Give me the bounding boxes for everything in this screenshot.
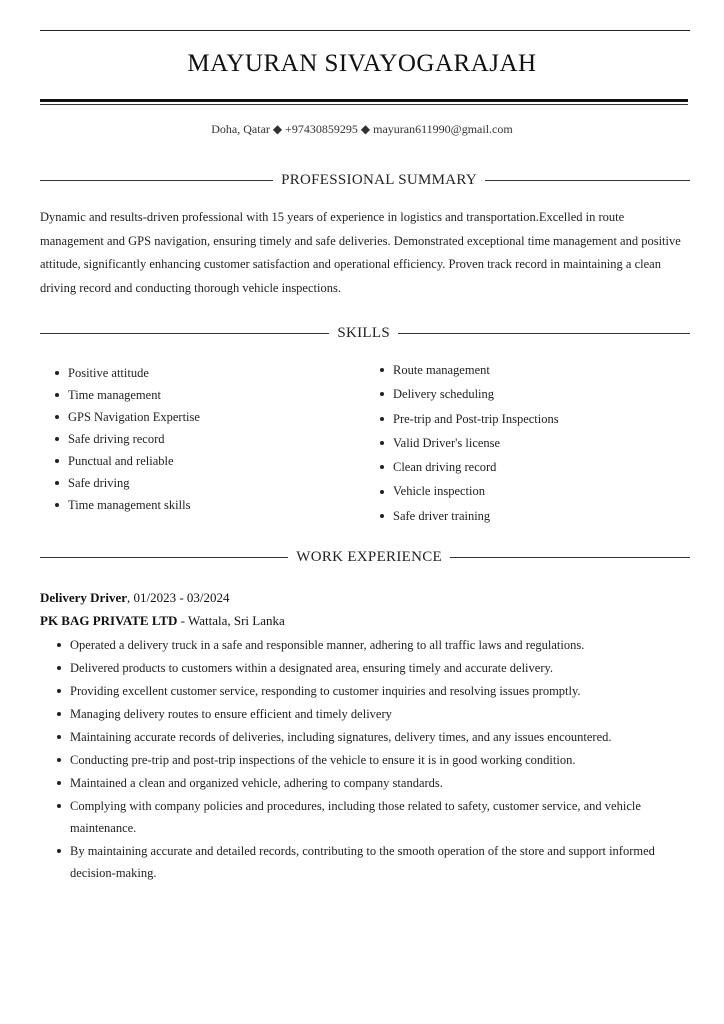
skills-list-left: [52, 362, 200, 516]
divider-line: [40, 333, 329, 334]
duty-item: Delivered products to customers within a designated area, ensuring timely and accurate delivery.: [40, 657, 692, 679]
divider-line: [40, 180, 273, 181]
divider-line: [450, 557, 690, 558]
top-divider: [40, 30, 690, 31]
job-dates: , 01/2023 - 03/2024: [126, 590, 230, 605]
skills-heading: SKILLS: [337, 325, 390, 341]
duty-item: Operated a delivery truck in a safe and responsible manner, adhering to all traffic laws and regulations.: [40, 634, 692, 656]
skill-item: Vehicle inspection: [377, 479, 559, 503]
company-line: [40, 613, 285, 629]
duty-item: Maintaining accurate records of deliveries, including signatures, delivery times, and any issues encountered.: [40, 726, 692, 748]
skill-item: Time management skills: [52, 494, 200, 516]
divider-line: [485, 180, 690, 181]
skill-item: Positive attitude: [52, 362, 200, 384]
skill-item: Safe driving record: [52, 428, 200, 450]
skill-item: Delivery scheduling: [377, 382, 559, 406]
skill-item: GPS Navigation Expertise: [52, 406, 200, 428]
divider-line: [40, 557, 288, 558]
skill-item: Route management: [377, 358, 559, 382]
summary-text: Dynamic and results-driven professional with 15 years of experience in logistics and transportation.Excelled in route management and GPS navigation, ensuring timely and safe deliveries. Demonstrated exceptional time management and positive attitude, significantly enhancing customer satisfaction and operational efficiency. Proven track record in maintaining a clean driving record and conducting thorough vehicle inspections.: [40, 210, 681, 295]
job-title: Delivery Driver: [40, 590, 127, 605]
experience-heading-row: [40, 549, 690, 566]
duty-item: Providing excellent customer service, responding to customer inquiries and resolving issues promptly.: [40, 680, 692, 702]
skills-list-right: [377, 358, 559, 528]
skill-item: Safe driver training: [377, 504, 559, 528]
skill-item: Safe driving: [52, 472, 200, 494]
company-name: PK BAG PRIVATE LTD: [40, 613, 178, 628]
job-duties-list: [40, 634, 692, 885]
experience-heading: WORK EXPERIENCE: [296, 549, 442, 565]
skill-item: Time management: [52, 384, 200, 406]
name-divider-thick: [40, 99, 688, 102]
skill-item: Punctual and reliable: [52, 450, 200, 472]
summary-heading-row: [40, 172, 690, 189]
name-divider-thin: [40, 104, 688, 105]
duty-item: Managing delivery routes to ensure efficient and timely delivery: [40, 703, 692, 725]
duty-item: Maintained a clean and organized vehicle, adhering to company standards.: [40, 772, 692, 794]
duty-item: Complying with company policies and procedures, including those related to safety, customer service, and vehicle maintenance.: [40, 795, 692, 839]
contact-line: Doha, Qatar ◆ +97430859295 ◆ mayuran611990@gmail.com: [211, 122, 513, 136]
job-title-line: [40, 590, 230, 606]
divider-line: [398, 333, 690, 334]
skill-item: Clean driving record: [377, 455, 559, 479]
duty-item: Conducting pre-trip and post-trip inspections of the vehicle to ensure it is in good working condition.: [40, 749, 692, 771]
skill-item: Pre-trip and Post-trip Inspections: [377, 407, 559, 431]
skills-heading-row: [40, 325, 690, 342]
company-location: - Wattala, Sri Lanka: [177, 613, 285, 628]
summary-heading: PROFESSIONAL SUMMARY: [281, 172, 477, 188]
candidate-name: MAYURAN SIVAYOGARAJAH: [187, 50, 537, 77]
duty-item: By maintaining accurate and detailed records, contributing to the smooth operation of the store and support informed decision-making.: [40, 840, 692, 884]
skill-item: Valid Driver's license: [377, 431, 559, 455]
